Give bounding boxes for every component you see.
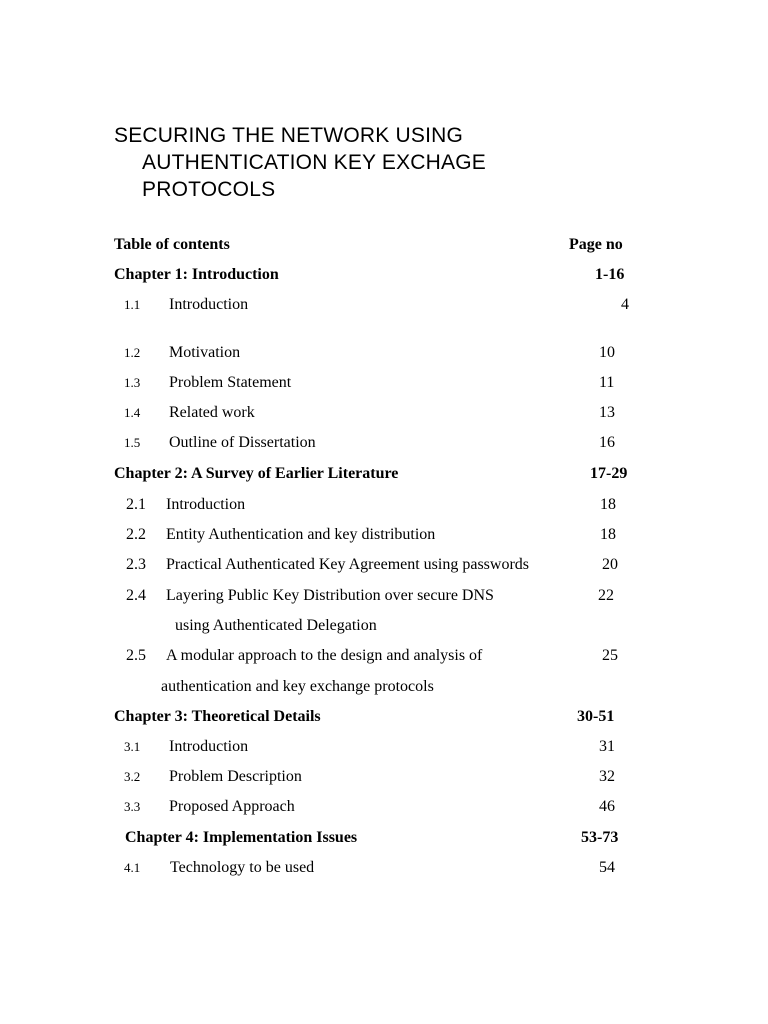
section-page: 20 xyxy=(602,556,618,573)
chapter-1-row xyxy=(0,264,768,286)
document-title xyxy=(114,122,674,203)
section-number: 4.1 xyxy=(124,860,141,875)
section-title: Motivation xyxy=(169,344,241,361)
section-page: 54 xyxy=(599,859,615,876)
chapter-pages: 17-29 xyxy=(590,465,628,482)
section-number: 2.1 xyxy=(126,496,146,513)
chapter-pages: 53-73 xyxy=(581,829,619,846)
section-row xyxy=(0,372,768,394)
section-page: 46 xyxy=(599,798,615,815)
section-page: 22 xyxy=(598,587,614,604)
section-number: 2.2 xyxy=(126,526,146,543)
section-row xyxy=(0,645,768,667)
chapter-pages: 30-51 xyxy=(577,708,615,725)
section-page: 4 xyxy=(621,296,629,313)
page-no-label: Page no xyxy=(569,236,623,253)
section-number: 2.4 xyxy=(126,587,146,604)
section-row xyxy=(0,294,768,316)
section-title: Introduction xyxy=(169,738,249,755)
section-row xyxy=(0,585,768,607)
section-title: Practical Authenticated Key Agreement using passwords xyxy=(166,556,530,573)
chapter-4-row xyxy=(0,827,768,849)
section-page: 31 xyxy=(599,738,615,755)
section-number: 1.2 xyxy=(124,345,141,360)
title-line-3: PROTOCOLS xyxy=(142,178,276,201)
section-row xyxy=(0,736,768,758)
toc-label: Table of contents xyxy=(114,236,230,253)
section-title: Technology to be used xyxy=(170,859,315,876)
section-page: 10 xyxy=(599,344,615,361)
section-row xyxy=(0,766,768,788)
section-page: 18 xyxy=(600,496,616,513)
section-number: 1.4 xyxy=(124,405,141,420)
section-number: 2.3 xyxy=(126,556,146,573)
section-title: Outline of Dissertation xyxy=(169,434,316,451)
section-title: Related work xyxy=(169,404,255,421)
section-number: 1.5 xyxy=(124,435,141,450)
section-row xyxy=(0,796,768,818)
title-line-2: AUTHENTICATION KEY EXCHAGE xyxy=(142,151,486,174)
section-number: 3.1 xyxy=(124,739,141,754)
chapter-title: Chapter 4: Implementation Issues xyxy=(125,829,358,846)
section-number: 3.3 xyxy=(124,799,141,814)
section-number: 3.2 xyxy=(124,769,141,784)
chapter-3-row xyxy=(0,706,768,728)
chapter-title: Chapter 1: Introduction xyxy=(114,266,279,283)
section-page: 13 xyxy=(599,404,615,421)
section-row xyxy=(0,402,768,424)
section-page: 18 xyxy=(600,526,616,543)
toc-header xyxy=(0,234,768,256)
title-line-1: SECURING THE NETWORK USING xyxy=(114,124,464,147)
section-page: 32 xyxy=(599,768,615,785)
section-row xyxy=(0,524,768,546)
chapter-2-row xyxy=(0,463,768,485)
section-row xyxy=(0,432,768,454)
section-title-continuation: using Authenticated Delegation xyxy=(175,617,377,634)
section-title: A modular approach to the design and analysis of xyxy=(166,647,483,664)
chapter-title: Chapter 2: A Survey of Earlier Literature xyxy=(114,465,399,482)
chapter-pages: 1-16 xyxy=(595,266,625,283)
section-row xyxy=(0,494,768,516)
section-row xyxy=(0,554,768,576)
section-title: Problem Description xyxy=(169,768,302,785)
section-title: Introduction xyxy=(166,496,246,513)
chapter-title: Chapter 3: Theoretical Details xyxy=(114,708,321,725)
section-title: Layering Public Key Distribution over secure DNS xyxy=(166,587,494,604)
section-row-continuation xyxy=(0,615,768,637)
section-number: 1.1 xyxy=(124,297,141,312)
section-title-continuation: authentication and key exchange protocols xyxy=(161,678,434,695)
section-page: 11 xyxy=(599,374,615,391)
section-row xyxy=(0,342,768,364)
section-page: 25 xyxy=(602,647,618,664)
section-title: Entity Authentication and key distribution xyxy=(166,526,436,543)
section-page: 16 xyxy=(599,434,615,451)
section-row-continuation xyxy=(0,676,768,698)
section-number: 2.5 xyxy=(126,647,146,664)
section-row xyxy=(0,857,768,879)
section-title: Problem Statement xyxy=(169,374,292,391)
section-number: 1.3 xyxy=(124,375,141,390)
section-title: Introduction xyxy=(169,296,249,313)
section-title: Proposed Approach xyxy=(169,798,295,815)
